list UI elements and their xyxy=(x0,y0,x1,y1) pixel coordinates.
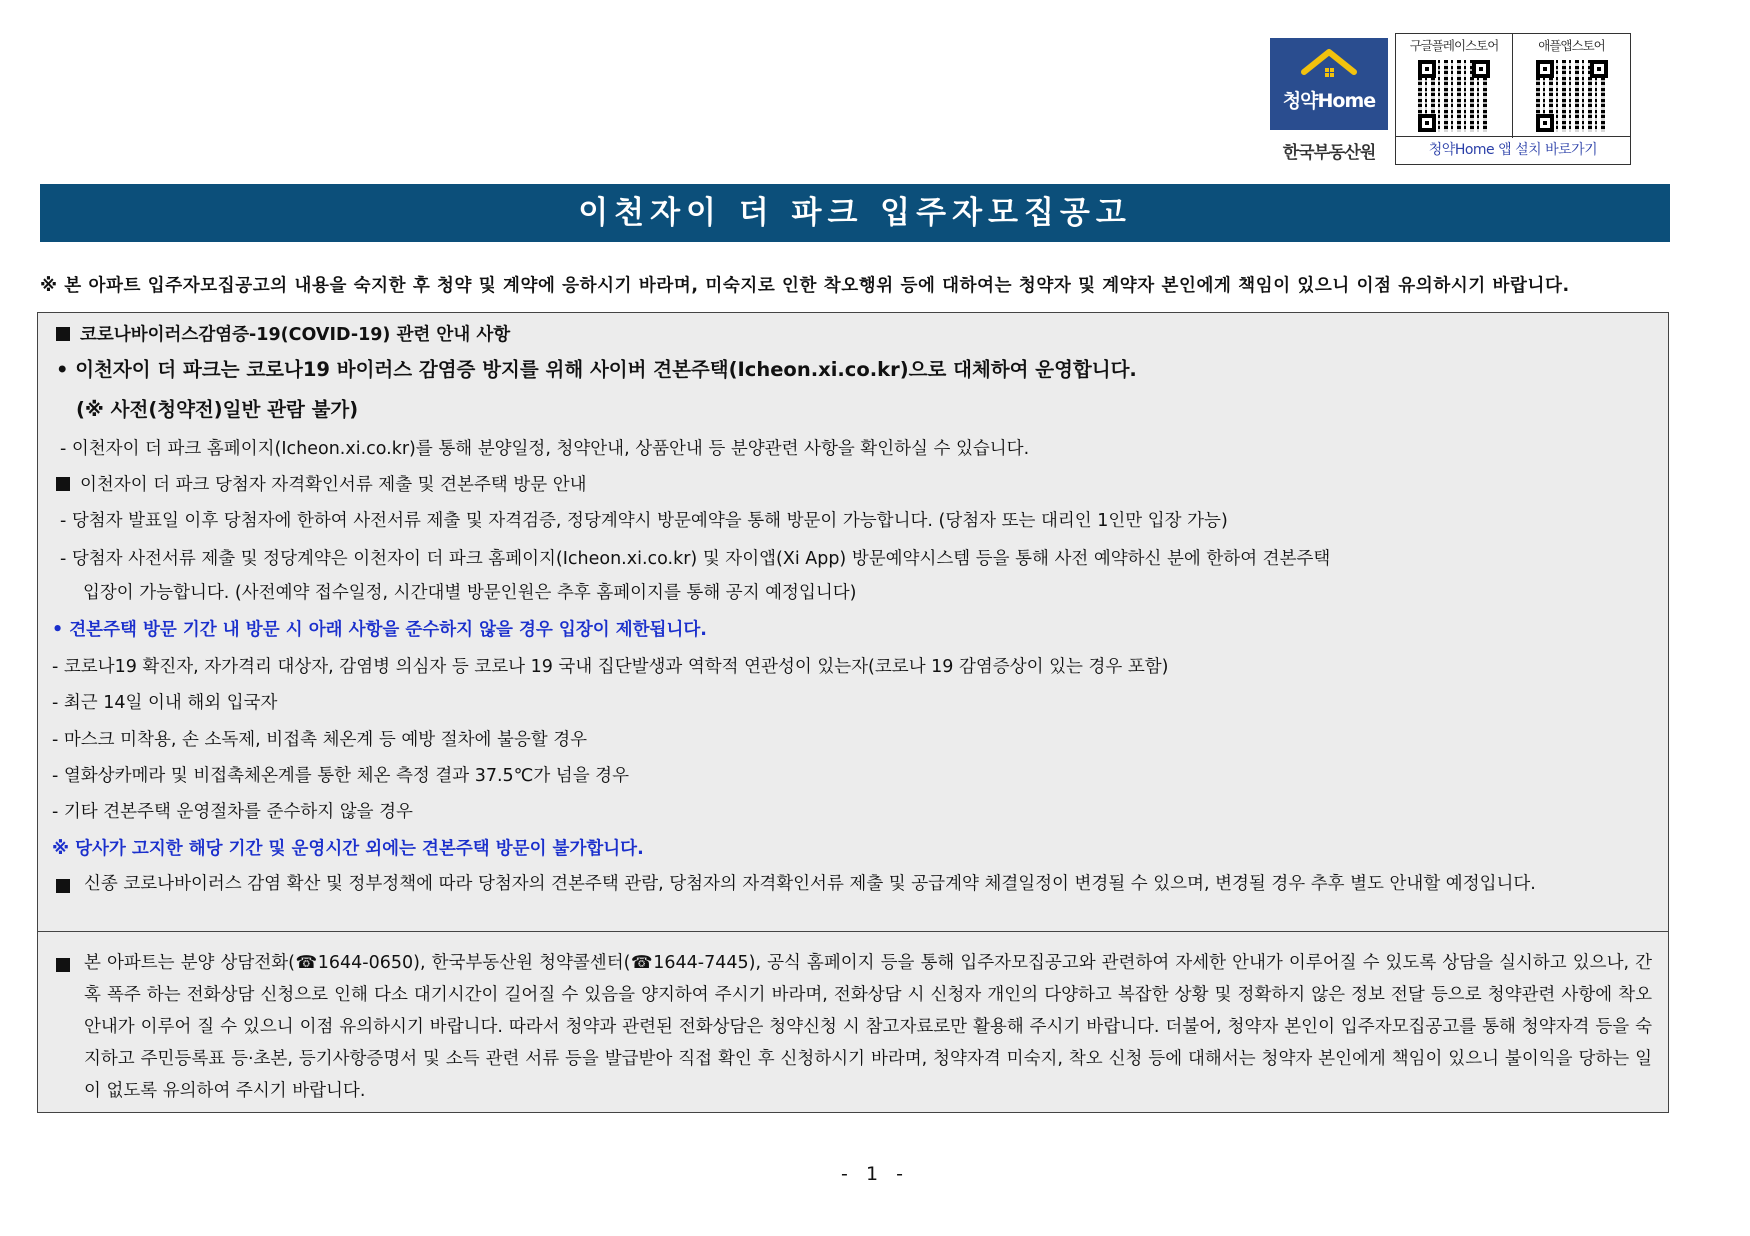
page-number: - 1 - xyxy=(841,1163,909,1185)
visit-line-1: - 당첨자 발표일 이후 당첨자에 한하여 사전서류 제출 및 자격검증, 정당계약시 방문예약을 통해 방문이 가능합니다. (당첨자 또는 대리인 1인만 입장 가능) xyxy=(60,511,1228,531)
consultation-text: 본 아파트는 분양 상담전화(☎1644-0650), 한국부동산원 청약콜센터(☎1644-7445), 공식 홈페이지 등을 통해 입주자모집공고와 관련하여 자세한 안내가 이루어질 수 있도록 상담을 실시하고 있으나, 간혹 폭주 하는 전화상담 신청으로 인해 다소 대기시간이 길어질 수 있음을 양지하여 주시기 바라며, 전화상담 시 신청자 개인의 다양하고 복잡한 상황 및 정확하지 않은 정보 전달 등으로 청약관련 사항에 착오 안내가 이루어 질 수 있으니 이점 유의하시기 바랍니다. 따라서 청약과 관련된 전화상담은 청약신청 시 참고자료로만 활용해 주시기 바랍니다. 더불어, 청약자 본인이 입주자모집공고를 통해 청약자격 등을 숙지하고 주민등록표 등·초본, 등기사항증명서 및 소득 관련 서류 등을 발급받아 직접 확인 후 신청하시기 바라며, 청약자격 미숙지, 착오 신청 등에 대해서는 청약자 본인에게 책임이 있으니 불이익을 당하는 일이 없도록 유의하여 주시기 바랍니다. xyxy=(84,953,1653,1101)
visit-heading-row xyxy=(56,471,587,496)
consultation-info-box xyxy=(37,931,1669,1113)
qr-apple-column xyxy=(1513,34,1630,138)
logo-org: 한국부동산원 xyxy=(1282,143,1376,163)
cheongyak-home-logo xyxy=(1270,38,1388,166)
disclaimer-notice: ※ 본 아파트 입주자모집공고의 내용을 숙지한 후 청약 및 계약에 응하시기 바라며, 미숙지로 인한 착오행위 등에 대하여는 청약자 및 계약자 본인에게 책임이 있으니 이점 유의하시기 바랍니다. xyxy=(40,276,1570,296)
qr-apple-label: 애플앱스토어 xyxy=(1538,38,1605,53)
qr-code-panel xyxy=(1395,33,1631,165)
visit-line-2: - 당첨자 사전서류 제출 및 정당계약은 이천자이 더 파크 홈페이지(Icheon.xi.co.kr) 및 자이앱(Xi App) 방문예약시스템 등을 통해 사전 예약하신 분에 한하여 견본주택 xyxy=(60,549,1331,569)
covid-heading: 코로나바이러스감염증-19(COVID-19) 관련 안내 사항 xyxy=(80,325,511,345)
logo-text: 청약Home xyxy=(1282,90,1376,112)
square-bullet-icon xyxy=(56,327,70,341)
entry-restriction-heading: • 견본주택 방문 기간 내 방문 시 아래 사항을 준수하지 않을 경우 입장이 제한됩니다. xyxy=(52,620,707,640)
restriction-item: - 코로나19 확진자, 자가격리 대상자, 감염병 의심자 등 코로나 19 국내 집단발생과 역학적 연관성이 있는자(코로나 19 감염증상이 있는 경우 포함) xyxy=(52,657,1169,677)
house-roof-icon xyxy=(1300,46,1358,86)
restriction-item: - 기타 견본주택 운영절차를 준수하지 않을 경우 xyxy=(52,802,413,822)
visit-heading: 이천자이 더 파크 당첨자 자격확인서류 제출 및 견본주택 방문 안내 xyxy=(80,475,587,495)
covid-heading-row xyxy=(56,321,510,346)
square-bullet-icon xyxy=(56,477,70,491)
visit-line-2-cont: 입장이 가능합니다. (사전예약 접수일정, 시간대별 방문인원은 추후 홈페이지를 통해 공지 예정입니다) xyxy=(83,583,857,603)
policy-change-notice: 신종 코로나바이러스 감염 확산 및 정부정책에 따라 당첨자의 견본주택 관람, 당첨자의 자격확인서류 제출 및 공급계약 체결일정이 변경될 수 있으며, 변경될 경우 추후 별도 안내할 예정입니다. xyxy=(84,874,1536,894)
homepage-info-line: - 이천자이 더 파크 홈페이지(Icheon.xi.co.kr)를 통해 분양일정, 청약안내, 상품안내 등 분양관련 사항을 확인하실 수 있습니다. xyxy=(60,439,1030,459)
google-play-qr-icon[interactable] xyxy=(1418,60,1490,132)
page-title: 이천자이 더 파크 입주자모집공고 xyxy=(40,184,1670,242)
app-install-link[interactable]: 청약Home 앱 설치 바로가기 xyxy=(1396,136,1630,164)
square-bullet-icon xyxy=(56,879,70,893)
covid-info-box xyxy=(37,312,1669,932)
restriction-item: - 마스크 미착용, 손 소독제, 비접촉 체온계 등 예방 절차에 불응할 경우 xyxy=(52,730,588,750)
no-preview-note: (※ 사전(청약전)일반 관람 불가) xyxy=(76,398,359,421)
square-bullet-icon xyxy=(56,958,70,972)
app-store-qr-icon[interactable] xyxy=(1536,60,1608,132)
operating-hours-notice: ※ 당사가 고지한 해당 기간 및 운영시간 외에는 견본주택 방문이 불가합니다. xyxy=(52,839,644,859)
restriction-item: - 열화상카메라 및 비접촉체온계를 통한 체온 측정 결과 37.5℃가 넘을 경우 xyxy=(52,766,629,786)
qr-google-column xyxy=(1396,34,1513,138)
cyber-model-house-line: • 이천자이 더 파크는 코로나19 바이러스 감염증 방지를 위해 사이버 견본주택(Icheon.xi.co.kr)으로 대체하여 운영합니다. xyxy=(56,358,1137,381)
qr-google-label: 구글플레이스토어 xyxy=(1409,38,1499,53)
restriction-item: - 최근 14일 이내 해외 입국자 xyxy=(52,693,278,713)
